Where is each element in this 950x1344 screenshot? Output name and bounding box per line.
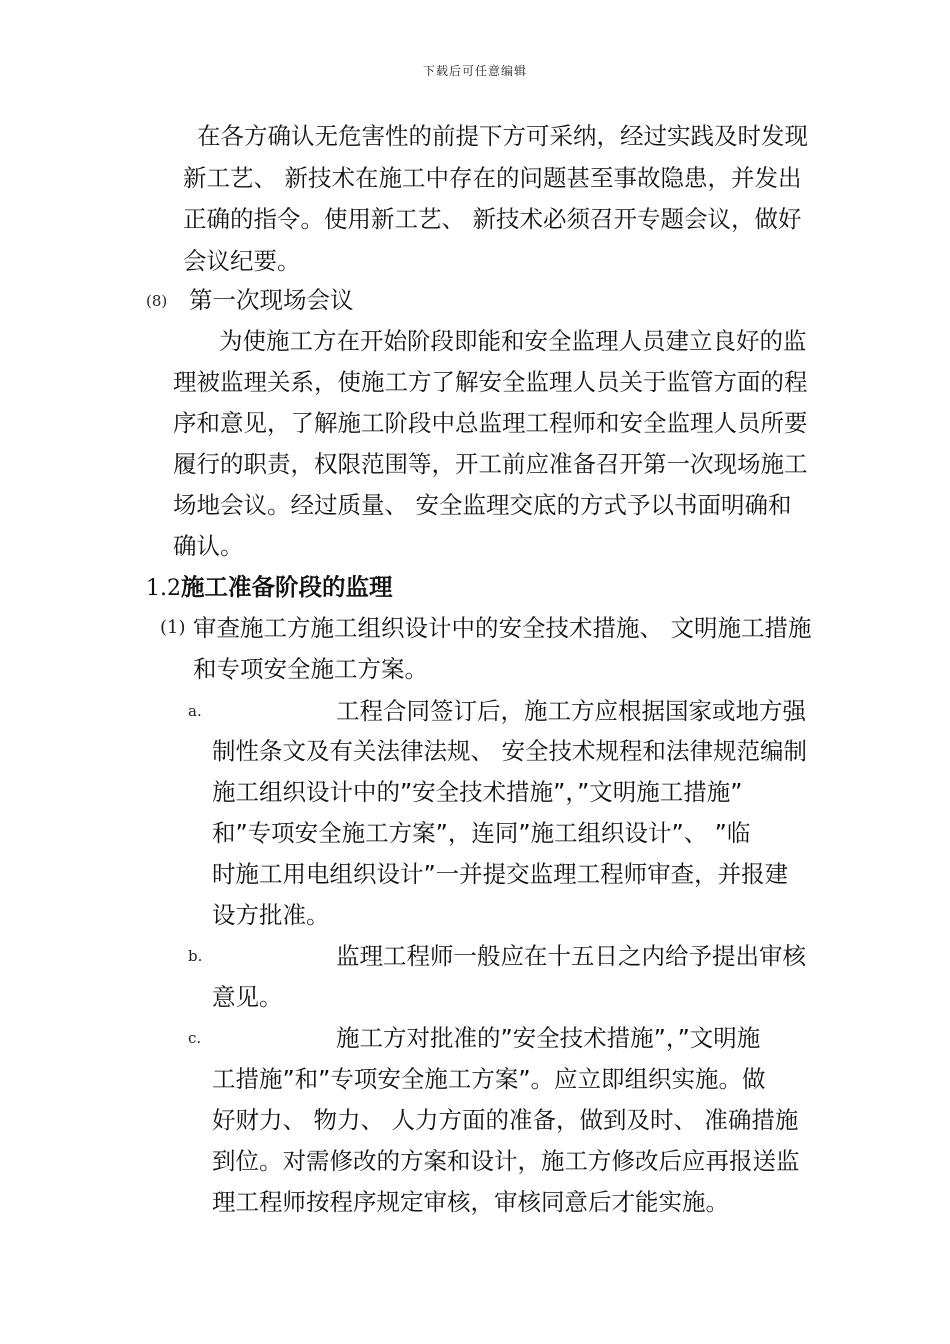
- paragraph-line: 为使施工方在开始阶段即能和安全监理人员建立良好的监: [219, 327, 807, 355]
- paragraph-line: 审查施工方施工组织设计中的安全技术措施、 文明施工措施: [193, 614, 812, 642]
- paragraph-line: 理被监理关系，使施工方了解安全监理人员关于监管方面的程: [173, 368, 808, 396]
- section-heading: [146, 573, 393, 603]
- paragraph-line: 到位。对需修改的方案和设计，施工方修改后应再报送监: [212, 1147, 800, 1175]
- paragraph-line: 监理工程师一般应在十五日之内给予提出审核: [336, 942, 806, 970]
- paragraph-line: 好财力、 物力、 人力方面的准备，做到及时、 准确措施: [212, 1106, 799, 1134]
- paragraph-line: 在各方确认无危害性的前提下方可采纳，经过实践及时发现: [197, 122, 808, 150]
- list-marker: (8): [146, 292, 168, 310]
- item-title: 第一次现场会议: [189, 286, 354, 314]
- paragraph-line: 正确的指令。使用新工艺、 新技术必须召开专题会议，做好: [183, 205, 802, 233]
- section-number: 1.2: [146, 576, 181, 601]
- page-header: 下载后可任意编辑: [422, 64, 527, 78]
- list-marker: (1): [160, 617, 186, 638]
- list-marker: c.: [188, 1029, 202, 1047]
- paragraph-line: 施工组织设计中的”安全技术措施”，”文明施工措施”: [212, 778, 743, 806]
- paragraph-line: 场地会议。经过质量、 安全监理交底的方式予以书面明确和: [173, 491, 792, 519]
- paragraph-line: 意见。: [212, 983, 283, 1011]
- paragraph-line: 工措施”和”专项安全施工方案”。应立即组织实施。做: [212, 1065, 766, 1093]
- paragraph-line: 和专项安全施工方案。: [193, 655, 428, 683]
- section-title: 施工准备阶段的监理: [181, 573, 393, 601]
- paragraph-line: 会议纪要。: [183, 247, 301, 275]
- paragraph-line: 和”专项安全施工方案”，连同”施工组织设计”、 ”临: [212, 819, 751, 847]
- paragraph-line: 履行的职责，权限范围等，开工前应准备召开第一次现场施工: [173, 450, 808, 478]
- paragraph-line: 制性条文及有关法律法规、 安全技术规程和法律规范编制: [212, 737, 807, 765]
- list-marker: b.: [188, 947, 203, 965]
- paragraph-line: 工程合同签订后，施工方应根据国家或地方强: [336, 697, 806, 725]
- paragraph-line: 施工方对批准的”安全技术措施”，”文明施: [336, 1024, 761, 1052]
- paragraph-line: 序和意见，了解施工阶段中总监理工程师和安全监理人员所要: [173, 409, 808, 437]
- paragraph-line: 新工艺、 新技术在施工中存在的问题甚至事故隐患，并发出: [183, 164, 802, 192]
- paragraph-line: 理工程师按程序规定审核，审核同意后才能实施。: [212, 1188, 729, 1216]
- paragraph-line: 确认。: [173, 532, 244, 560]
- list-marker: a.: [188, 702, 202, 720]
- paragraph-line: 设方批准。: [212, 901, 330, 929]
- paragraph-line: 时施工用电组织设计”一并提交监理工程师审查，并报建: [212, 860, 789, 888]
